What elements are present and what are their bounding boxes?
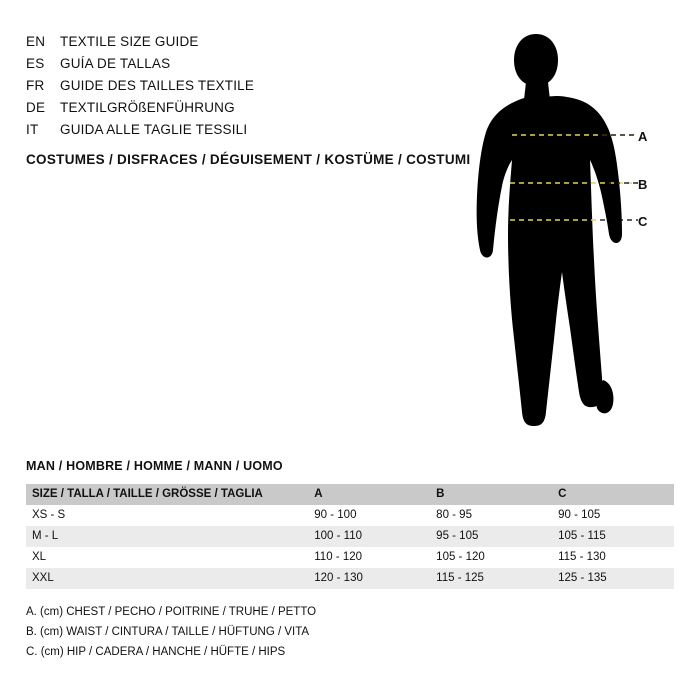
header-c: C	[558, 488, 567, 500]
measure-label-b: B	[638, 177, 648, 192]
language-row	[26, 122, 456, 144]
header-b: B	[436, 488, 445, 500]
legend-line-a: A. (cm) CHEST / PECHO / POITRINE / TRUHE / PETTO	[26, 606, 317, 618]
language-text: GUIDA ALLE TAGLIE TESSILI	[60, 122, 248, 137]
cell-a: 90 - 100	[314, 509, 357, 521]
language-text: GUIDE DES TAILLES TEXTILE	[60, 78, 255, 93]
table-row	[26, 505, 674, 526]
measure-label-c: C	[638, 214, 648, 229]
cell-b: 115 - 125	[436, 572, 484, 584]
language-row	[26, 56, 456, 78]
cell-b: 80 - 95	[436, 509, 472, 521]
language-text: GUÍA DE TALLAS	[60, 56, 171, 71]
male-silhouette-figure	[470, 20, 680, 440]
language-text: TEXTILGRÖßENFÜHRUNG	[60, 100, 235, 115]
cell-c: 125 - 135	[558, 572, 607, 584]
table-header-row	[26, 484, 674, 505]
legend-line-c: C. (cm) HIP / CADERA / HANCHE / HÜFTE / HIPS	[26, 646, 286, 658]
table-row	[26, 547, 674, 568]
language-row	[26, 100, 456, 122]
size-table	[26, 484, 674, 589]
legend-line-b: B. (cm) WAIST / CINTURA / TAILLE / HÜFTUNG / VITA	[26, 626, 310, 638]
cell-size: XL	[32, 551, 47, 563]
table-title: MAN / HOMBRE / HOMME / MANN / UOMO	[26, 459, 283, 473]
header-size: SIZE / TALLA / TAILLE / GRÖSSE / TAGLIA	[32, 488, 263, 500]
language-row	[26, 34, 456, 56]
measurement-legend	[26, 602, 316, 662]
table-row	[26, 526, 674, 547]
language-code: EN	[26, 34, 46, 49]
cell-c: 115 - 130	[558, 551, 606, 563]
language-code: FR	[26, 78, 45, 93]
size-table-head	[26, 484, 674, 505]
measure-label-a: A	[638, 129, 648, 144]
language-text: TEXTILE SIZE GUIDE	[60, 34, 199, 49]
cell-a: 120 - 130	[314, 572, 363, 584]
cell-c: 105 - 115	[558, 530, 606, 542]
header-a: A	[314, 488, 323, 500]
cell-a: 110 - 120	[314, 551, 363, 563]
language-code: DE	[26, 100, 46, 115]
language-code: ES	[26, 56, 45, 71]
cell-size: XS - S	[32, 509, 66, 521]
cell-a: 100 - 110	[314, 530, 363, 542]
silhouette-icon	[470, 20, 680, 440]
language-code: IT	[26, 122, 39, 137]
size-table-body	[26, 505, 674, 589]
cell-b: 95 - 105	[436, 530, 479, 542]
cell-c: 90 - 105	[558, 509, 601, 521]
cell-size: XXL	[32, 572, 54, 584]
cell-size: M - L	[32, 530, 59, 542]
costumes-subtitle: COSTUMES / DISFRACES / DÉGUISEMENT / KOSTÜME / COSTUMI	[26, 152, 471, 167]
language-list	[26, 34, 456, 144]
cell-b: 105 - 120	[436, 551, 485, 563]
table-row	[26, 568, 674, 589]
language-row	[26, 78, 456, 100]
